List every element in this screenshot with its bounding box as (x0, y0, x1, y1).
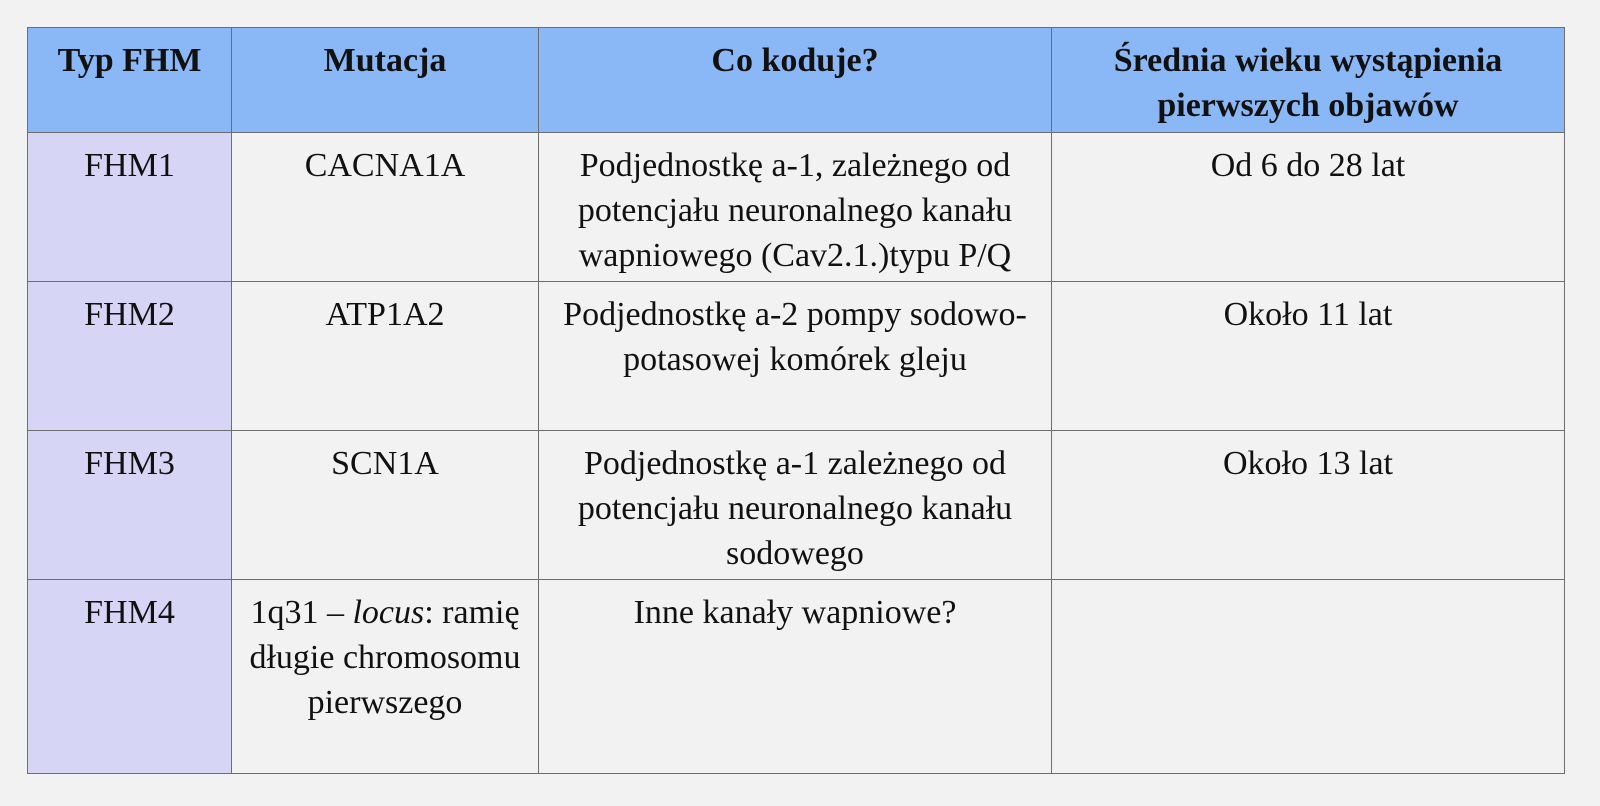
table-row (28, 431, 1565, 580)
cell-wiek: Około 11 lat (1052, 282, 1565, 431)
cell-wiek: Od 6 do 28 lat (1052, 133, 1565, 282)
mutacja-italic: locus (352, 594, 425, 631)
cell-mutacja (232, 580, 539, 774)
table-row (28, 282, 1565, 431)
cell-koduje: Podjednostkę a-1 zależnego od potencjału neuronalnego kanału sodowego (539, 431, 1052, 580)
cell-koduje: Podjednostkę a-2 pompy sodowo-potasowej komórek gleju (539, 282, 1052, 431)
cell-koduje: Podjednostkę a-1, zależnego od potencjału neuronalnego kanału wapniowego (Cav2.1.)typu P/Q (539, 133, 1052, 282)
header-wiek: Średnia wieku wystąpienia pierwszych objawów (1052, 28, 1565, 133)
cell-typ: FHM1 (28, 133, 232, 282)
cell-mutacja: SCN1A (232, 431, 539, 580)
table-row (28, 580, 1565, 774)
cell-wiek: Około 13 lat (1052, 431, 1565, 580)
cell-mutacja: ATP1A2 (232, 282, 539, 431)
cell-typ: FHM4 (28, 580, 232, 774)
mutacja-suffix: : ramię długie chromosomu pierwszego (249, 594, 521, 721)
header-typ: Typ FHM (28, 28, 232, 133)
cell-typ: FHM3 (28, 431, 232, 580)
header-mutacja: Mutacja (232, 28, 539, 133)
cell-typ: FHM2 (28, 282, 232, 431)
mutacja-prefix: 1q31 – (250, 594, 353, 631)
header-row (28, 28, 1565, 133)
header-koduje: Co koduje? (539, 28, 1052, 133)
cell-wiek (1052, 580, 1565, 774)
cell-mutacja: CACNA1A (232, 133, 539, 282)
table-row (28, 133, 1565, 282)
cell-koduje: Inne kanały wapniowe? (539, 580, 1052, 774)
fhm-table (27, 27, 1565, 774)
